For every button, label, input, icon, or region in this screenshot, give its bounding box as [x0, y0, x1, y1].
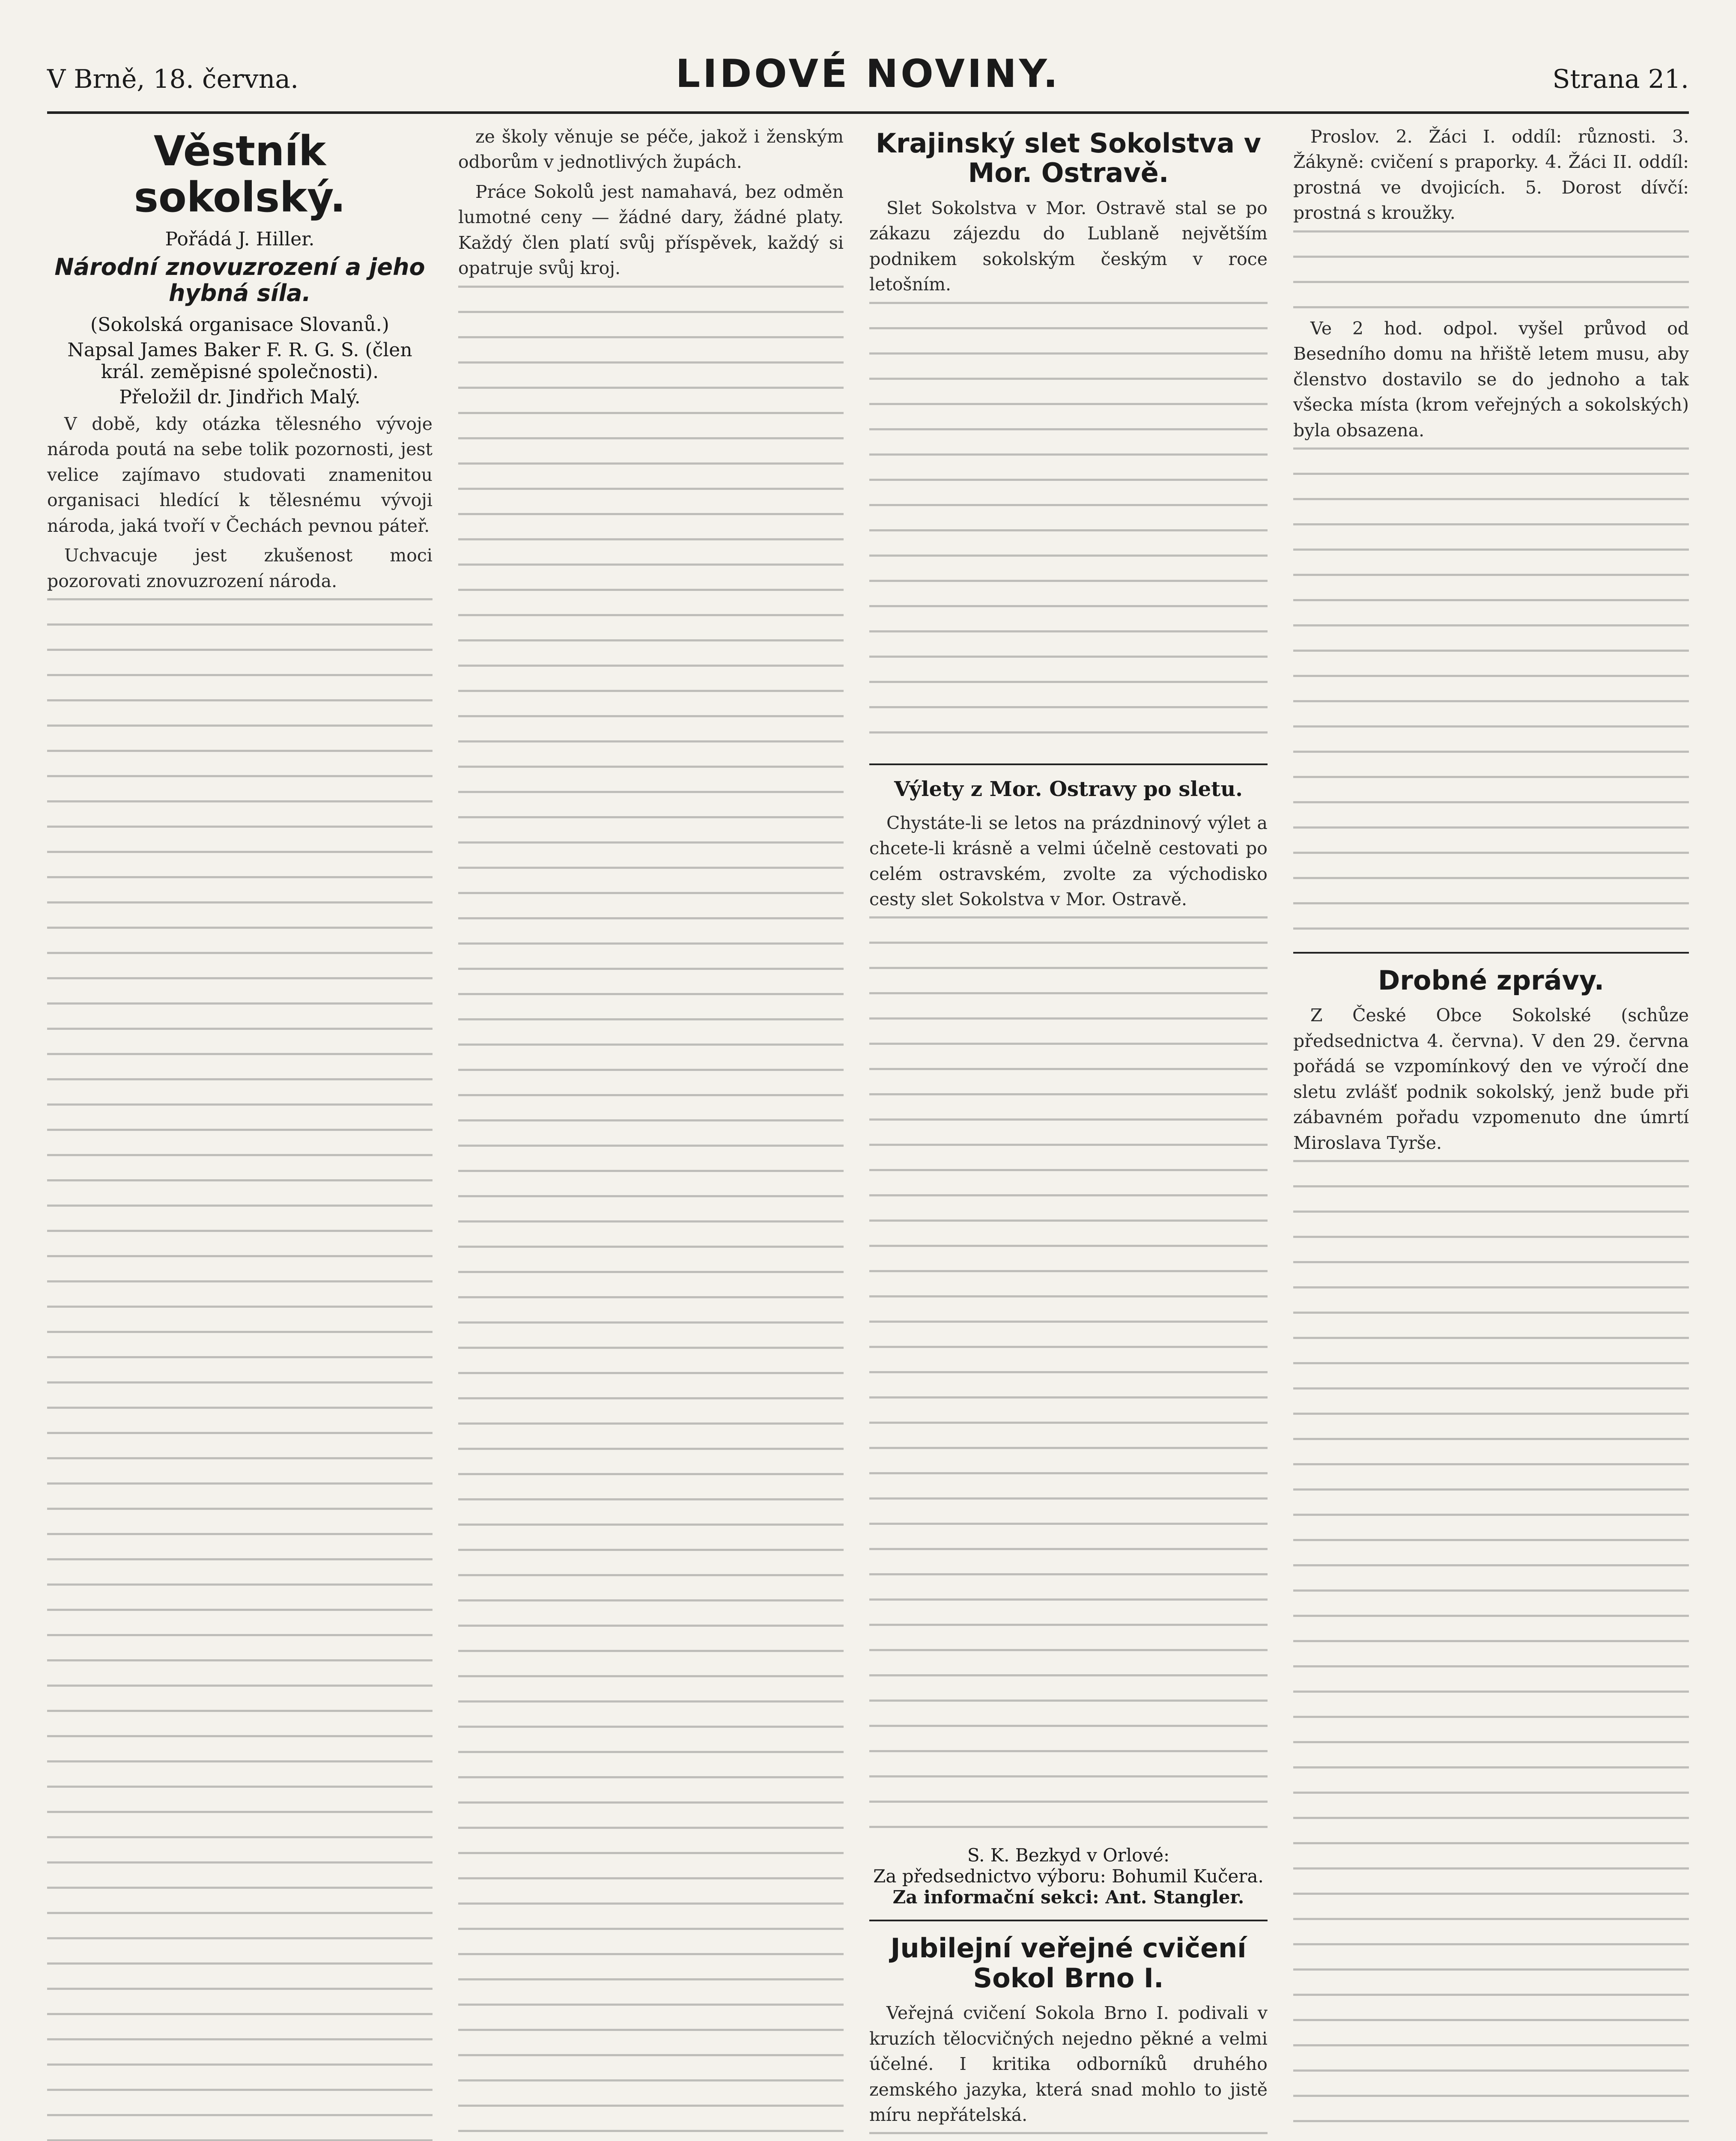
contact-info: Za informační sekci: Ant. Stangler. — [892, 1887, 1244, 1908]
section-headline: Věstník sokolský. — [134, 127, 346, 221]
section-headline: Drobné zprávy. — [1378, 964, 1605, 996]
article-headline: Krajinský slet Sokolstva v Mor. Ostravě. — [875, 128, 1262, 189]
separator — [869, 1920, 1268, 1921]
page-number: Strana 21. — [1552, 64, 1689, 94]
page-header — [47, 39, 1689, 114]
separator — [1293, 952, 1689, 954]
article-paragraph: Uchvacuje jest zkušenost moci pozorovati znovuzrození národa. — [47, 545, 433, 591]
article-headline: Jubilejní veřejné cvičení Sokol Brno I. — [890, 1932, 1247, 1994]
article-author: Napsal James Baker F. R. G. S. (člen král. zeměpisné společnosti). — [67, 339, 412, 383]
contact-club: S. K. Bezkyd v Orlové: — [967, 1845, 1170, 1866]
newspaper-page — [47, 39, 1689, 2141]
body-text-lines — [869, 916, 1268, 1837]
body-text-lines — [1293, 230, 1689, 316]
masthead: LIDOVÉ NOVINY. — [675, 51, 1061, 96]
article-paragraph: Ve 2 hod. odpol. vyšel průvod od Besedního domu na hřiště letem musu, aby členstvo dostavilo se do jednoho a tak všecka místa (krom veřejných a sokolských) byla obsazena. — [1293, 318, 1689, 441]
article-paragraph: ze školy věnuje se péče, jakož i ženským odborům v jednotlivých župách. — [458, 126, 844, 173]
article-subheading: Výlety z Mor. Ostravy po sletu. — [894, 777, 1243, 801]
article-paragraph: Chystáte-li se letos na prázdninový výlet a chcete-li krásně a velmi účelně cestovati po celém ostravském, zvolte za východisko cesty slet Sokolstva v Mor. Ostravě. — [869, 812, 1268, 909]
column-2 — [458, 124, 844, 2141]
body-text-lines — [47, 598, 433, 2141]
article-paragraph: Práce Sokolů jest namahavá, bez odměn lumotné ceny — žádné dary, žádné platy. Každý člen platí svůj příspěvek, každý si opatruje svůj kroj. — [458, 181, 844, 279]
section-editor: Pořádá J. Hiller. — [165, 228, 315, 250]
article-paragraph: Veřejná cvičení Sokola Brno I. podivali v kruzích tělocvičných nejedno pěkné a velmi účelné. I kritika odborníků druhého zemského jazyka, která snad mohlo to jistě míru nepřátelská. — [869, 2003, 1268, 2125]
article-paragraph: Z České Obce Sokolské (schůze předsednictva 4. června). V den 29. června pořádá se vzpomínkový den ve výročí dne sletu zvlášť podnik sokolský, jenž bude při zábavném pořadu vzpomenuto dne úmrtí Miroslava Tyrše. — [1293, 1005, 1689, 1153]
separator — [869, 763, 1268, 765]
body-text-lines — [458, 286, 844, 2141]
article-paragraph: Slet Sokolstva v Mor. Ostravě stal se po zákazu zájezdu do Lublaně největším podnikem sokolským českým v roce letošním. — [869, 197, 1268, 295]
body-text-lines — [1293, 1160, 1689, 2141]
body-text-lines — [869, 302, 1268, 751]
article-translator: Přeložil dr. Jindřich Malý. — [119, 386, 361, 408]
column-4 — [1293, 124, 1689, 2141]
article-paragraph: Proslov. 2. Žáci I. oddíl: různosti. 3. Žákyně: cvičení s praporky. 4. Žáci II. oddíl: prostná ve dvojicích. 5. Dorost dívčí: prostná s kroužky. — [1293, 126, 1689, 224]
body-text-lines — [1293, 447, 1689, 940]
date-line: V Brně, 18. června. — [47, 64, 299, 94]
column-3 — [869, 124, 1268, 2141]
contact-chair: Za předsednictvo výboru: Bohumil Kučera. — [873, 1866, 1264, 1887]
article-title: Národní znovuzrození a jeho hybná síla. — [54, 253, 425, 307]
column-1 — [47, 124, 433, 2141]
article-source: (Sokolská organisace Slovanů.) — [90, 313, 389, 336]
body-text-lines — [869, 2132, 1268, 2141]
article-paragraph: V době, kdy otázka tělesného vývoje národa poutá na sebe tolik pozornosti, jest velice zajímavo studovati znamenitou organisaci hledící k tělesnému vývoji národa, jaká tvoří v Čechách pevnou páteř. — [47, 413, 433, 536]
